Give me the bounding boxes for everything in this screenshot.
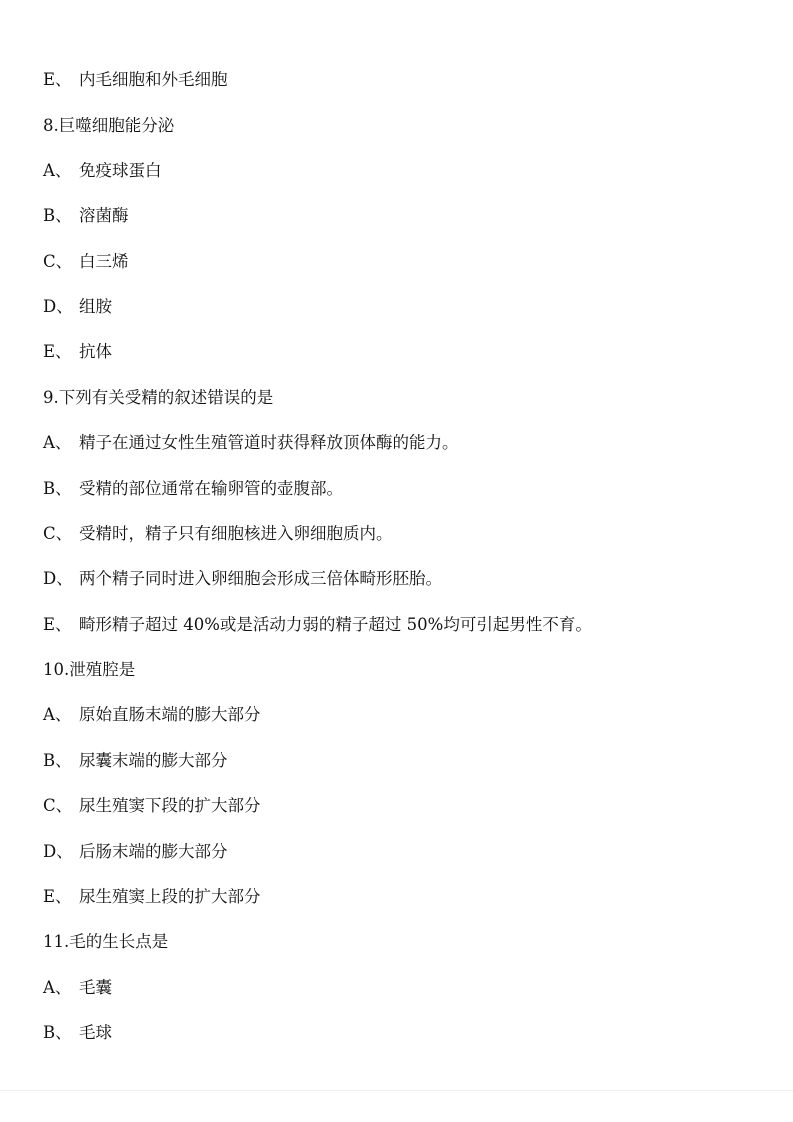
option-label: A、 — [43, 705, 72, 724]
option-text: 免疫球蛋白 — [79, 161, 162, 180]
option-text: 精子在通过女性生殖管道时获得释放顶体酶的能力。 — [79, 433, 459, 452]
option-label: D、 — [43, 842, 73, 861]
question-8 — [43, 115, 174, 137]
option-b — [43, 478, 343, 500]
option-text: 尿生殖窦下段的扩大部分 — [79, 796, 261, 815]
question-text: 11.毛的生长点是 — [43, 932, 169, 951]
option-text: 原始直肠末端的膨大部分 — [79, 705, 261, 724]
option-text: 毛囊 — [79, 978, 112, 997]
option-label: B、 — [43, 751, 72, 770]
option-text: 抗体 — [79, 342, 112, 361]
option-a — [43, 160, 162, 182]
question-text: 10.泄殖腔是 — [43, 660, 136, 679]
option-c — [43, 523, 393, 545]
option-d — [43, 568, 442, 590]
option-text: 溶菌酶 — [79, 206, 129, 225]
question-11 — [43, 931, 168, 953]
option-label: E、 — [43, 70, 72, 89]
option-label: E、 — [43, 342, 72, 361]
option-label: D、 — [43, 297, 73, 316]
question-text: 8.巨噬细胞能分泌 — [43, 116, 175, 135]
option-d — [43, 841, 228, 863]
option-label: A、 — [43, 978, 72, 997]
option-c — [43, 795, 261, 817]
option-text: 内毛细胞和外毛细胞 — [79, 70, 228, 89]
option-label: C、 — [43, 524, 73, 543]
option-e — [43, 886, 261, 908]
option-text: 受精时，精子只有细胞核进入卵细胞质内。 — [79, 524, 393, 543]
option-text: 组胺 — [79, 297, 112, 316]
option-label: A、 — [43, 433, 72, 452]
option-label: B、 — [43, 1023, 72, 1042]
option-text: 两个精子同时进入卵细胞会形成三倍体畸形胚胎。 — [79, 569, 442, 588]
option-e — [43, 69, 228, 91]
option-label: B、 — [43, 206, 72, 225]
page-bottom-divider — [0, 1090, 793, 1091]
option-label: A、 — [43, 161, 72, 180]
option-a — [43, 704, 261, 726]
option-label: C、 — [43, 796, 73, 815]
option-d — [43, 296, 112, 318]
option-text: 畸形精子超过 40%或是活动力弱的精子超过 50%均可引起男性不育。 — [79, 615, 592, 634]
option-label: E、 — [43, 615, 72, 634]
option-label: C、 — [43, 252, 73, 271]
option-text: 受精的部位通常在输卵管的壶腹部。 — [79, 479, 343, 498]
option-b — [43, 205, 129, 227]
option-e — [43, 341, 112, 363]
option-text: 毛球 — [79, 1023, 112, 1042]
option-label: D、 — [43, 569, 73, 588]
option-b — [43, 1022, 112, 1044]
option-text: 后肠末端的膨大部分 — [79, 842, 228, 861]
question-10 — [43, 659, 135, 681]
option-text: 尿囊末端的膨大部分 — [79, 751, 228, 770]
option-text: 白三烯 — [79, 252, 129, 271]
question-text: 9.下列有关受精的叙述错误的是 — [43, 388, 274, 407]
option-b — [43, 750, 228, 772]
question-9 — [43, 387, 273, 409]
option-label: B、 — [43, 479, 72, 498]
option-c — [43, 251, 129, 273]
option-a — [43, 977, 112, 999]
option-label: E、 — [43, 887, 72, 906]
option-text: 尿生殖窦上段的扩大部分 — [79, 887, 261, 906]
option-a — [43, 432, 459, 454]
option-e — [43, 614, 592, 636]
